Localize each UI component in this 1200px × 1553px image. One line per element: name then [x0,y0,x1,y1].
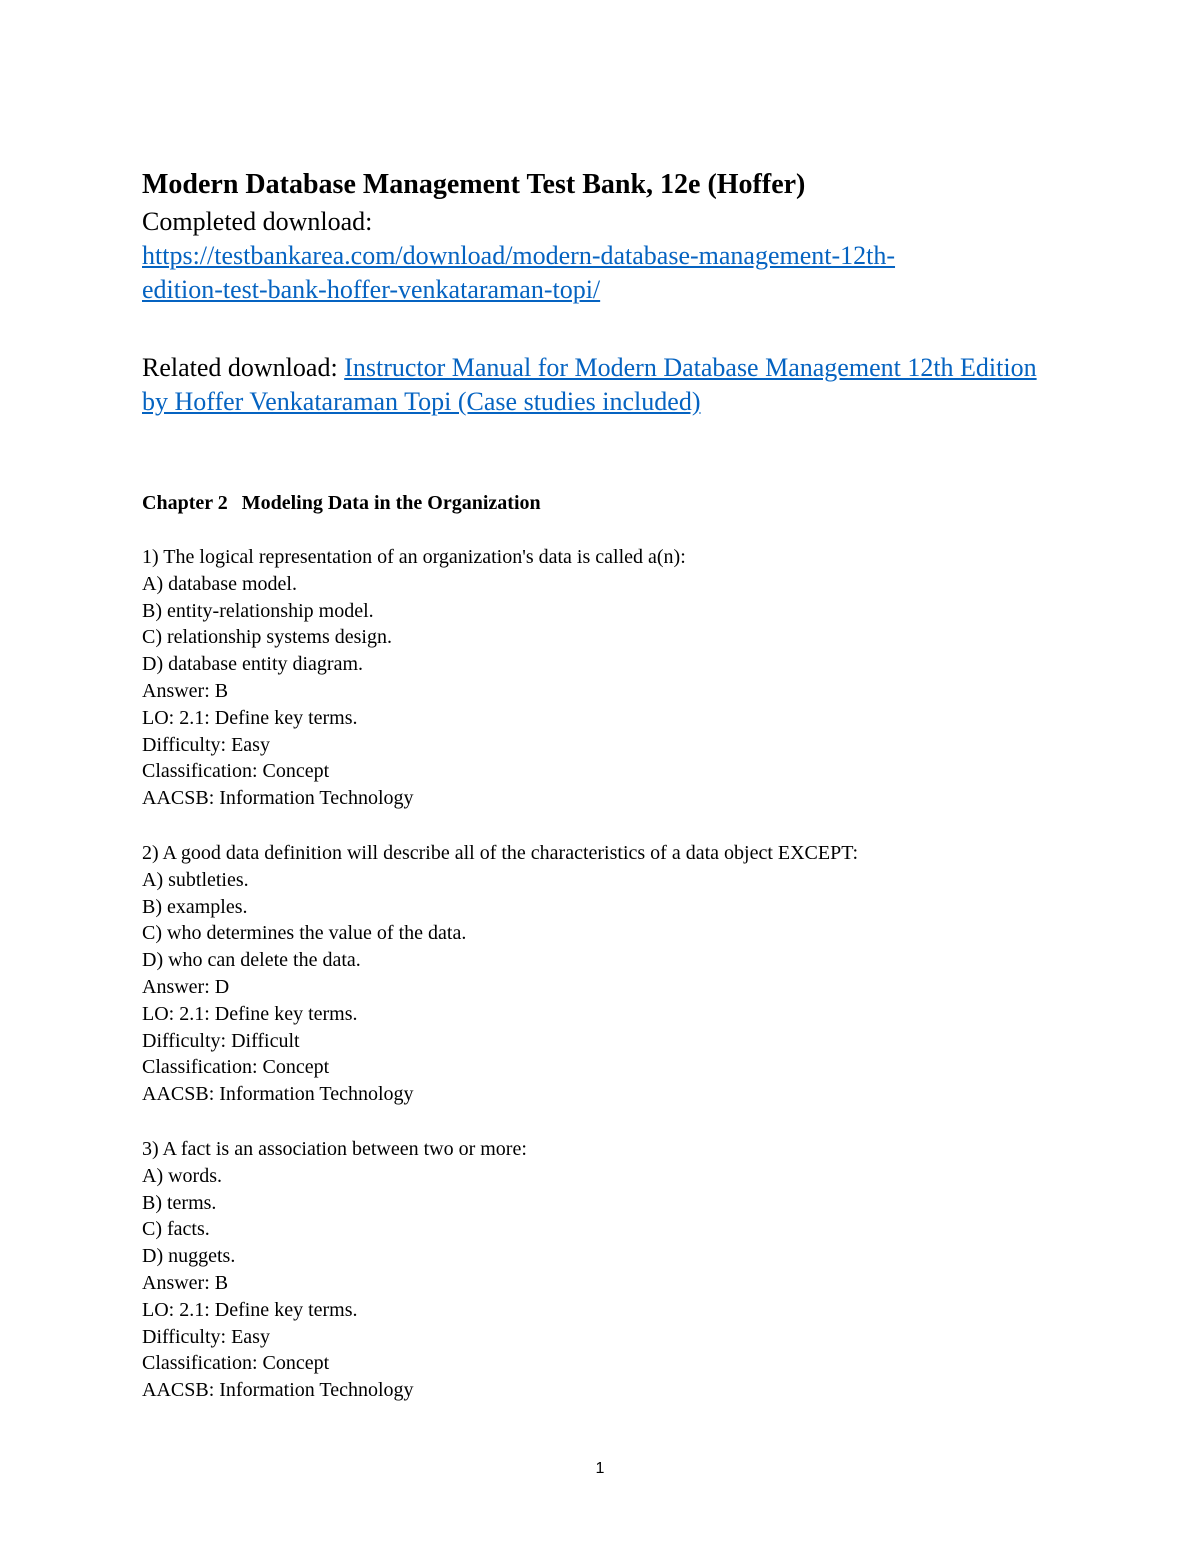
completed-download-link[interactable] [142,241,895,304]
question-difficulty: Difficulty: Difficult [142,1029,300,1052]
question-lo: LO: 2.1: Define key terms. [142,1002,358,1025]
completed-download-link-line2: edition-test-bank-hoffer-venkataraman-topi/ [142,275,601,304]
answer-option: D) database entity diagram. [142,653,364,676]
answer-option: C) facts. [142,1218,210,1241]
question-stem: 3) A fact is an association between two or more: [142,1137,527,1160]
answer-option: B) terms. [142,1191,217,1214]
question-item [142,1136,1042,1404]
completed-download-label: Completed download: [142,207,373,236]
question-answer: Answer: B [142,679,229,702]
answer-option: A) database model. [142,572,297,595]
question-lo: LO: 2.1: Define key terms. [142,706,358,729]
completed-download-link-line1: https://testbankarea.com/download/modern-database-management-12th- [142,241,896,270]
related-download-label: Related download: [142,353,345,382]
answer-option: D) who can delete the data. [142,949,361,972]
question-list [142,544,1042,1404]
question-item [142,544,1042,812]
related-download [142,351,1042,419]
question-aacsb: AACSB: Information Technology [142,787,414,810]
question-difficulty: Difficulty: Easy [142,733,270,756]
answer-option: B) entity-relationship model. [142,599,374,622]
answer-option: B) examples. [142,895,248,918]
chapter-title: Modeling Data in the Organization [241,492,541,514]
question-classification: Classification: Concept [142,1352,330,1375]
question-aacsb: AACSB: Information Technology [142,1083,414,1106]
answer-option: C) relationship systems design. [142,626,392,649]
question-stem: 1) The logical representation of an organization's data is called a(n): [142,546,686,568]
completed-download-link-block [142,239,1042,307]
question-difficulty: Difficulty: Easy [142,1325,270,1348]
chapter-heading [142,490,1042,516]
question-answer: Answer: D [142,975,230,998]
chapter-number: Chapter 2 [142,492,228,514]
answer-option: C) who determines the value of the data. [142,922,467,945]
question-aacsb: AACSB: Information Technology [142,1379,414,1402]
question-stem: 2) A good data definition will describe all of the characteristics of a data object EXCEPT: [142,841,859,864]
question-lo: LO: 2.1: Define key terms. [142,1298,358,1321]
question-classification: Classification: Concept [142,1056,330,1079]
answer-option: A) words. [142,1164,222,1187]
answer-option: A) subtleties. [142,868,249,891]
answer-option: D) nuggets. [142,1245,236,1268]
document-title: Modern Database Management Test Bank, 12e (Hoffer) [142,169,806,200]
question-answer: Answer: B [142,1271,229,1294]
question-item [142,840,1042,1108]
question-classification: Classification: Concept [142,760,330,783]
page-content [142,168,1042,1404]
related-download-link[interactable]: Instructor Manual for Modern Database Management 12th Edition by Hoffer Venkataraman Topi (Case studies included) [142,353,1037,416]
page-number: 1 [595,1460,605,1477]
